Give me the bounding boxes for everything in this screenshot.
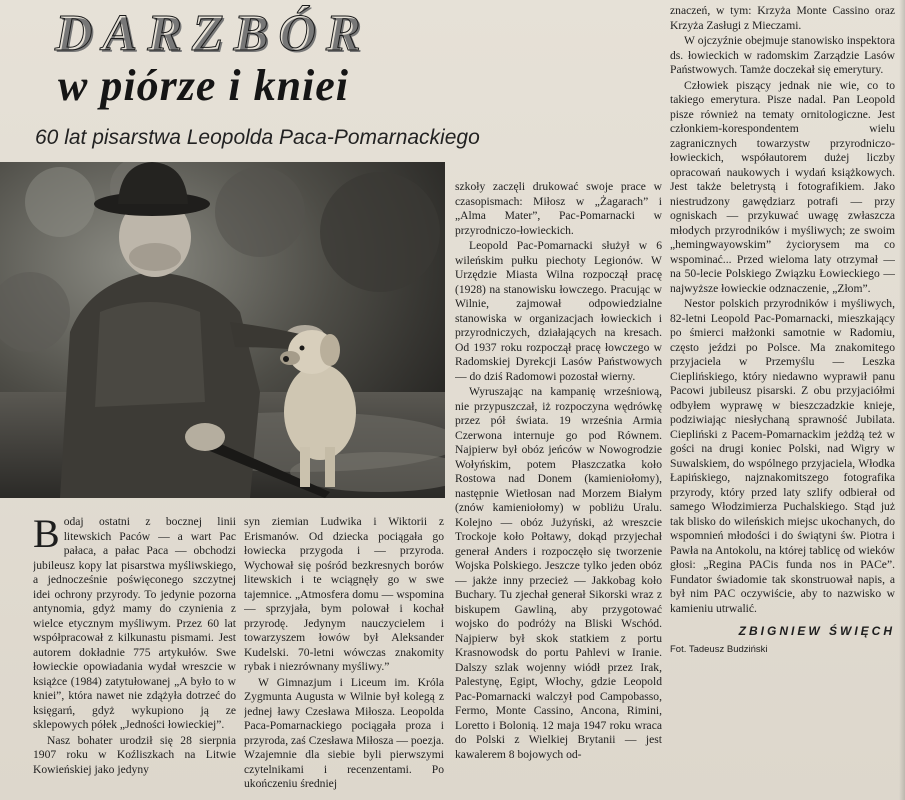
column-4-paragraph-4: Nestor polskich przyrodników i myśliwych, 82-letni Leopold Pac-Pomarnacki, mieszkający po śmierci małżonki samotnie w Radomiu, często jeździ po Polsce. Ma znakomitego przyjaciela w Przemyślu — Leszka Cieplińskiego, który niedawno wyprawił panu Pacowi jubileusz pisarski. Z obu przyjaciółmi odbyłem wyprawę w bieszczadzkie knieje, podziwiając niesłychaną sprawność Jubilata. Ciepliński z Pacem-Pomarnackim jeżdżą też w gości na drugi koniec Polski, nad Wigry w Suwalskiem, do wspólnego przyjaciela, Włodka Łapińskiego, najznakomitszego fotografika przyrody, który przed laty szlify odbierał od samego Włodzimierza Puchalskiego. Stąd już tak blisko do wileńskich miejsc ukochanych, do wspomnień młodości i do świątyni św. Piotra i Pawła na Antokolu, na której tablicę od wieków głosi: „Regina PACis funda nos in PACe”. Fundator świadomie tak skonstruował napis, a był nim PAC oczywiście, aby to nazwisko w kamieniu utrwalić. (670, 297, 895, 615)
column-2-paragraph-2: W Gimnazjum i Liceum im. Króla Zygmunta Augusta w Wilnie był kolegą z jednej ławy Czesława Miłosza. Leopolda Paca-Pomarnackiego pociągała proza i przyroda, zaś Czesława Miłosza — poezja. Wzajemnie dla siebie byli pierwszymi czytelnikami i recenzentami. Po ukończeniu średniej (244, 675, 444, 790)
subtitle: 60 lat pisarstwa Leopolda Paca-Pomarnackiego (35, 126, 480, 149)
column-2-paragraph-1: syn ziemian Ludwika i Wiktorii z Erismanów. Od dziecka pociągała go łowiecka przygoda i — przyroda. Wychował się pośród bezkresnych borów litewskich i te wciągnęły go w swe tajemnice. „Atmosfera domu — wspomina — sprzyjała, bym polował i kochał przyrodę. Jedynym nauczycielem i towarzyszem łowów był Aleksander Kudelski. 70-letni wówczas znakomity rybak i niezrównany myśliwy.” (244, 515, 444, 673)
column-1-paragraph-1 (33, 515, 236, 733)
drop-cap: B (33, 515, 60, 556)
hunter-dog-illustration (0, 162, 445, 498)
photo-hunter-with-dog (0, 162, 445, 498)
headline (0, 0, 660, 160)
column-3-paragraph-3: Wyruszając na kampanię wrześniową, nie przypuszczał, iż rozpoczyna wędrówkę przez pół świata. 19 września Armia Czerwona internuje go pod Równem. Najpierw był obóz jeńców w Nowogrodzie Wołyńskim, potem Płaszczatka koło Rostowa nad Donem (kamieniołomy), następnie Wietłosan nad Morzem Białym (znów kamieniołomy) w pobliżu Uralu. Kolejno — obóz Jużyński, aż wreszcie Trockoje koło Połtawy, dokąd przyjechał generał Anders i rozpoczęło się tworzenie Wojska Polskiego. Jeszcze tylko jeden obóz — jakże inny przecież — Jakkobag koło Buchary. Tu zjechał generał Sikorski wraz z biskupem Gawliną, aby przygotować wojsko do podróży na Bliski Wschód. Najpierw był skok statkiem z portu Krasnowodsk do portu Pahlevi w Iranie. Dalszy szlak wojenny wiódł przez Irak, Palestynę, Egipt, Włochy, gdzie Leopold Pac-Pomarnacki walczył pod Campobasso, Fermo, Monte Cassino, Ancona, Rimini, Loretto i Bolonią. 12 maja 1947 roku wraca do Polski z Wielkiej Brytanii — jest kawalerem 8 bojowych od- (455, 385, 662, 761)
column-1-paragraph-2: Nasz bohater urodził się 28 sierpnia 1907 roku w Koźliszkach na Litwie Kowieńskiej jako jedyny (33, 733, 236, 776)
column-4-paragraph-1: znaczeń, w tym: Krzyża Monte Cassino oraz Krzyża Zasługi z Mieczami. (670, 4, 895, 32)
title-line-1: DARZBÓR (55, 5, 371, 62)
article-column-2 (244, 515, 444, 800)
title-line-2: w piórze i kniei (58, 61, 350, 110)
article-column-4 (670, 4, 895, 800)
column-4-paragraph-2: W ojczyźnie obejmuje stanowisko inspektora ds. łowieckich w radomskim Zarządzie Lasów Państwowych. Tamże doczekał się emerytury. (670, 34, 895, 76)
scan-edge-shadow (899, 0, 905, 800)
article-column-1 (33, 515, 236, 800)
column-1-text-1: odaj ostatni z bocznej linii litewskich Paców — a wart Pac pałaca, a pałac Paca — obchodzi jubileusz kopy lat pisarstwa myśliwskiego, a jednocześnie poświęconego szczytnej idei ochrony przyrody. To jedynie pozorna antynomia, gdyż mamy do czynienia z wielce etycznym myśliwym. Przez 60 lat współpracował z kilkunastu pismami. Jest autorem dokładnie 775 artykułów. Swe łowieckie opowiadania wydał wreszcie w książce (1984) zatytułowanej „A było to w kniei”, która nawet nie zdążyła dotrzeć do księgarń, gdyż wykupiono ją ze sklepowych półek „Jedności łowieckiej”. (33, 515, 236, 731)
column-3-paragraph-2: Leopold Pac-Pomarnacki służył w 6 wileńskim pułku piechoty Legionów. W Urzędzie Miasta Wilna rozpoczął pracę (1928) na stanowisku łowczego. Pracując w Wilnie, zajmował odpowiedzialne stanowiska w organizacjach łowieckich i przyrodniczych, działających na kresach. Od 1937 roku rozpoczął pracę łowczego w Radomskiej Dyrekcji Lasów Państwowych — do dziś Radomowi pozostał wierny. (455, 239, 662, 383)
author-name: ZBIGNIEW ŚWIĘCH (738, 624, 895, 638)
column-4-paragraph-3: Człowiek piszący jednak nie wie, co to takiego emerytura. Pisze nadal. Pan Leopold pisze również na tematy ornitologiczne. Jest członkiem-korespondentem wielu zagranicznych towarzystw przyrodniczo-łowieckich, współautorem dużej liczby opracowań naukowych i wydań książkowych. Jest także beletrystą i fotografikiem. Jako niestrudzony gawędziarz potrafi — przy ogniskach — przykuwać uwagę zwłaszcza młodych przyrodników i myśliwych; ze swoim „hemingwayowskim” życiorysem ma co wspominać... Przed wieloma laty otrzymał — na 50-lecie Polskiego Związku Łowieckiego — najwyższe łowieckie odznaczenie, „Złom”. (670, 78, 895, 295)
article-column-3 (455, 180, 662, 800)
photo-credit: Fot. Tadeusz Budziński (670, 643, 768, 655)
column-3-paragraph-1: szkoły zaczęli drukować swoje prace w czasopismach: Miłosz w „Żagarach” i „Alma Mater”, Pac-Pomarnacki w przyrodniczo-łowieckich. (455, 180, 662, 237)
